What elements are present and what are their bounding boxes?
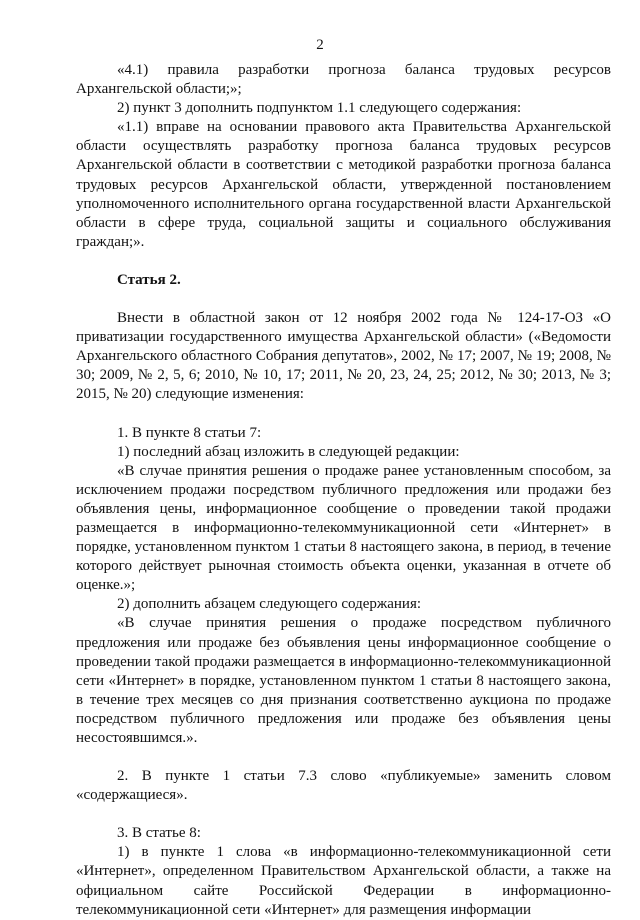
article-intro-paragraph: Внести в областной закон от 12 ноября 2002 года № 124-17-ОЗ «О приватизации государственного имущества Архангельской области» («Ведомости Архангельского областного Собрания депутатов», 2002, № 17; 2007, № 19; 2008, № 30; 2009, № 2, 5, 6; 2010, № 10, 17; 2011, № 20, 23, 24, 25; 2012, № 30; 2013, № 3; 2015, № 20) следующие изменения: [76,310,611,403]
page-number: 2 [316,37,324,53]
subitem-2-instruction: 2) дополнить абзацем следующего содержания: [117,596,422,613]
section-3-subitem-1: 1) в пункте 1 слова «в информационно-телекоммуникационной сети «Интернет», определенном Правительством Архангельской области, а также на официальном сайте Российской Федерации в информационно-телекоммуникационной сети «Интернет» для размещения информации [76,844,611,918]
section-1-heading: 1. В пункте 8 статьи 7: [117,424,262,441]
subitem-1-instruction: 1) последний абзац изложить в следующей редакции: [117,443,460,460]
article-heading: Статья 2. [117,271,181,288]
amendment-text-1-1: «1.1) вправе на основании правового акта Правительства Архангельской области осуществлять разработку прогноза баланса трудовых ресурсов Архангельской области в соответствии с методикой разработки прогноза баланса трудовых ресурсов Архангельской области, утвержденной постановлением уполномоченного исполнительного органа государственной власти Архангельской области в сфере труда, социальной защиты и социального обслуживания граждан;». [76,119,611,250]
document-body [76,61,611,920]
section-2-paragraph: 2. В пункте 1 статьи 7.3 слово «публикуемые» заменить словом «содержащиеся». [76,768,611,804]
section-3-heading: 3. В статье 8: [117,825,201,842]
amendment-instruction-point-3: 2) пункт 3 дополнить подпунктом 1.1 следующего содержания: [117,100,522,117]
subitem-1-text: «В случае принятия решения о продаже ранее установленным способом, за исключением продажи посредством публичного предложения или продажи без объявления цены, информационное сообщение о проведении такой продажи размещается в информационно-телекоммуникационной сети «Интернет» в порядке, установленном пунктом 1 статьи 8 настоящего закона, в период, в течение которого действует рыночная стоимость объекта оценки, указанная в отчете об оценке.»; [76,462,611,594]
subitem-2-text: «В случае принятия решения о продаже посредством публичного предложения или продаже без объявления цены информационное сообщение о проведении такой продажи размещается в информационно-телекоммуникационной сети «Интернет» в порядке, установленном пунктом 1 статьи 8 настоящего закона, в течение трех месяцев со дня признания соответственно аукциона по продаже посредством публичного предложения или продаже без объявления цены несостоявшимся.». [76,615,611,746]
amendment-text-4-1: «4.1) правила разработки прогноза баланса трудовых ресурсов Архангельской области;»; [76,62,611,98]
